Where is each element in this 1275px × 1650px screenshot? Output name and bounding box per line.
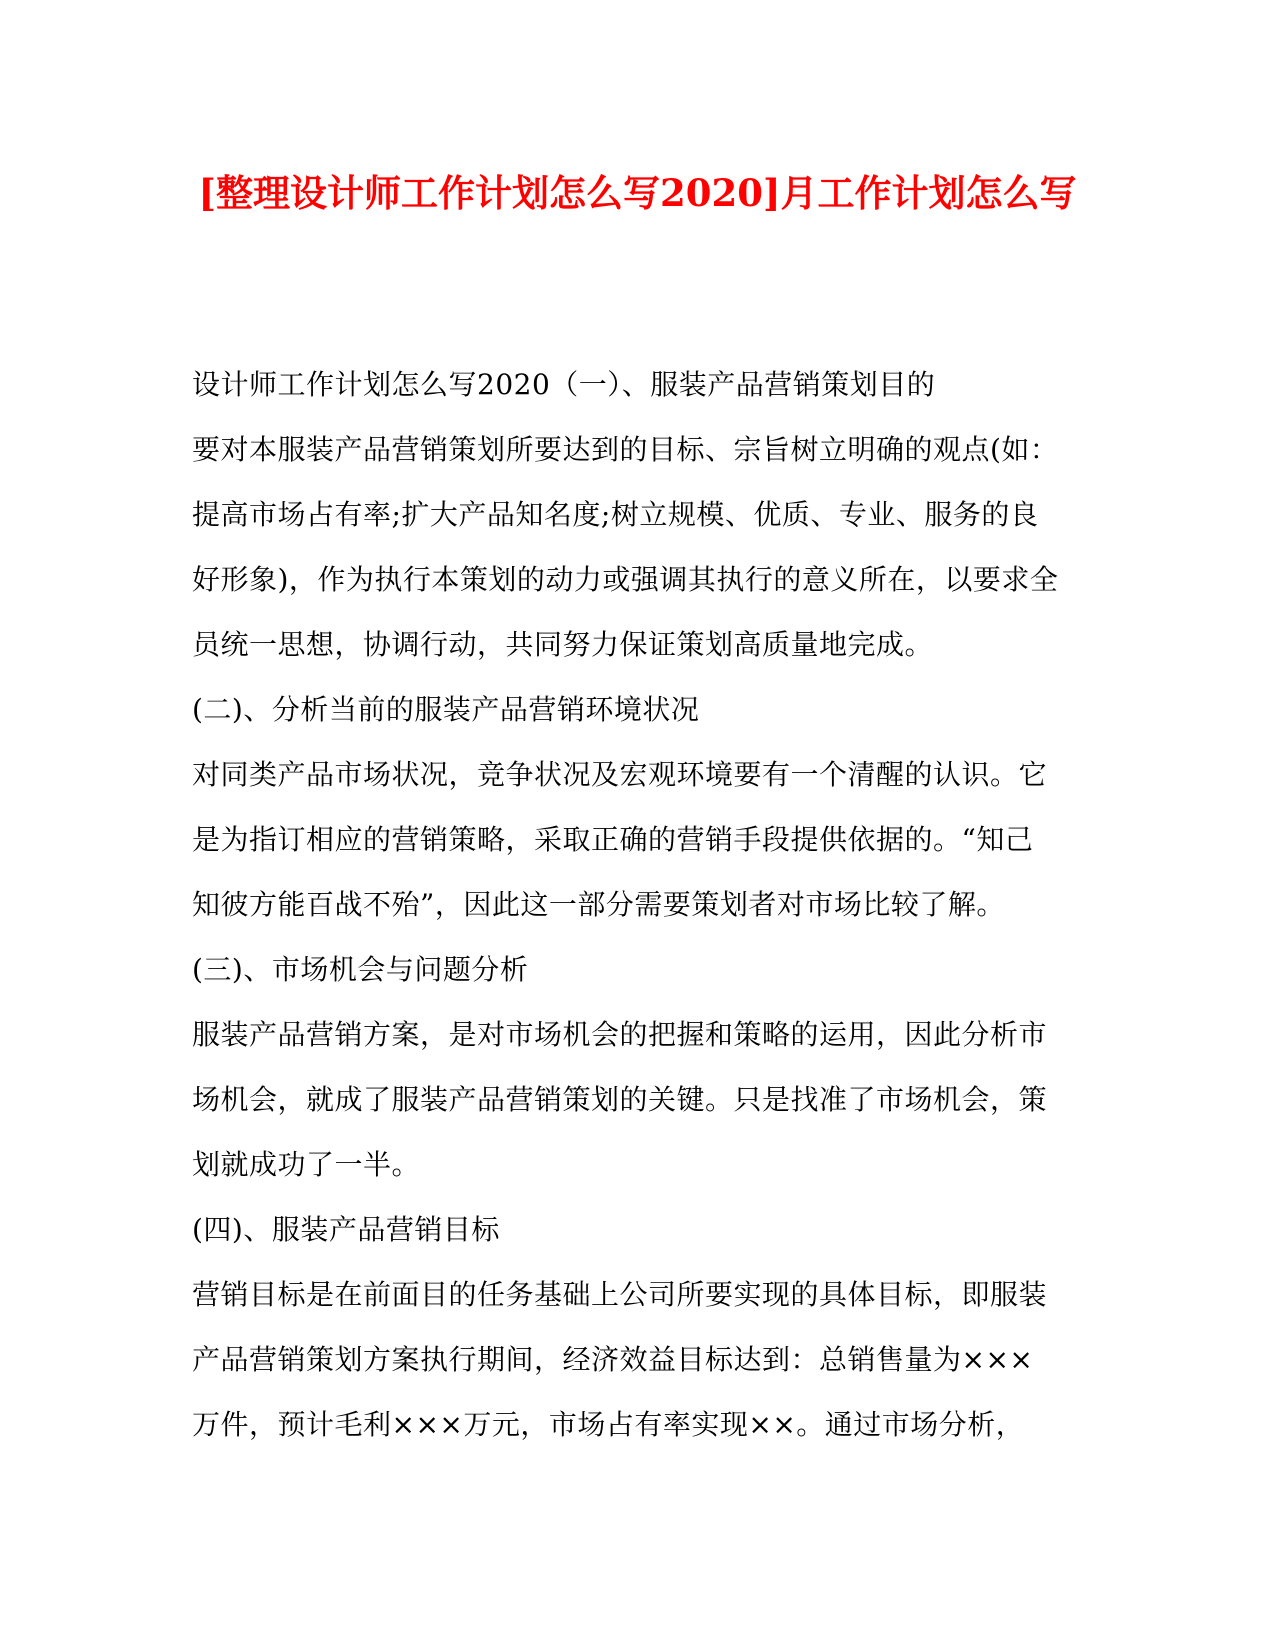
body-line: 对同类产品市场状况，竞争状况及宏观环境要有一个清醒的认识。它	[192, 758, 1048, 791]
body-line: 要对本服装产品营销策划所要达到的目标、宗旨树立明确的观点(如：	[192, 433, 1059, 466]
body-line: 场机会，就成了服装产品营销策划的关键。只是找准了市场机会，策	[192, 1083, 1048, 1116]
section-heading: (四)、服装产品营销目标	[192, 1213, 500, 1246]
body-line: 提高市场占有率;扩大产品知名度;树立规模、优质、专业、服务的良	[192, 498, 1039, 531]
section-heading: (二)、分析当前的服装产品营销环境状况	[192, 693, 700, 726]
body-line: 万件，预计毛利×××万元，市场占有率实现××。通过市场分析，	[192, 1408, 1025, 1441]
document-body	[192, 352, 1092, 1457]
body-line: 营销目标是在前面目的任务基础上公司所要实现的具体目标，即服装	[192, 1278, 1048, 1311]
body-line: 产品营销策划方案执行期间，经济效益目标达到：总销售量为×××	[192, 1343, 1034, 1376]
section-heading: (三)、市场机会与问题分析	[192, 953, 529, 986]
body-line: 是为指订相应的营销策略，采取正确的营销手段提供依据的。“知己	[192, 823, 1034, 856]
body-line: 好形象)，作为执行本策划的动力或强调其执行的意义所在，以要求全	[192, 563, 1059, 596]
body-line: 划就成功了一半。	[192, 1148, 421, 1181]
body-line: 知彼方能百战不殆”，因此这一部分需要策划者对市场比较了解。	[192, 888, 1005, 921]
body-line: 员统一思想，协调行动，共同努力保证策划高质量地完成。	[192, 628, 934, 661]
document-title: [整理设计师工作计划怎么写2020]月工作计划怎么写	[198, 171, 1077, 215]
body-line: 设计师工作计划怎么写2020（一）、服装产品营销策划目的	[192, 368, 936, 401]
body-line: 服装产品营销方案，是对市场机会的把握和策略的运用，因此分析市	[192, 1018, 1048, 1051]
